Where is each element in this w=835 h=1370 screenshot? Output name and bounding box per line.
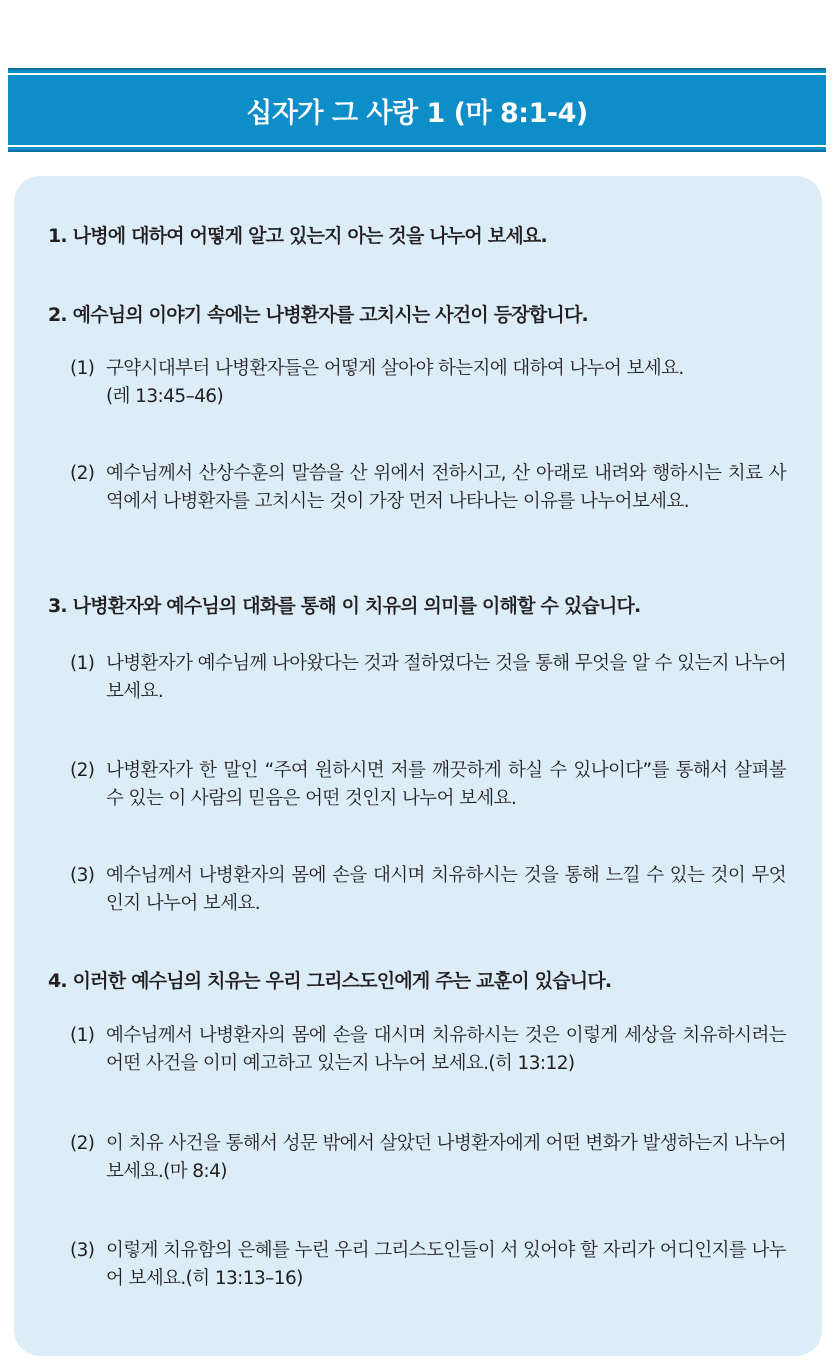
sub-number: (1) [70,653,95,674]
sub-text: 예수님께서 나병환자의 몸에 손을 대시며 치유하시는 것은 이렇게 세상을 치유하시려는 어떤 사건을 이미 예고하고 있는지 나누어 보세요.(히 13:12) [106,1025,786,1074]
sub-number: (3) [70,1240,95,1261]
sub-text: 나병환자가 한 말인 “주여 원하시면 저를 깨끗하게 하실 수 있나이다”를 통해서 살펴볼 수 있는 이 사람의 믿음은 어떤 것인지 나누어 보세요. [106,760,786,809]
sub-number: (2) [70,760,95,781]
sub-number: (3) [70,865,95,886]
question-4-sub-3 [70,1237,786,1293]
sub-number: (1) [70,1025,95,1046]
sub-text: 나병환자가 예수님께 나아왔다는 것과 절하였다는 것을 통해 무엇을 알 수 있는지 나누어 보세요. [106,653,786,702]
question-3: 3. 나병환자와 예수님의 대화를 통해 이 치유의 의미를 이해할 수 있습니다. [48,595,641,617]
sub-text: 구약시대부터 나병환자들은 어떻게 살아야 하는지에 대하여 나누어 보세요. [106,358,684,379]
question-2-sub-1 [70,355,786,411]
question-2-sub-2 [70,460,786,516]
sub-number: (2) [70,1133,95,1154]
question-1: 1. 나병에 대하여 어떻게 알고 있는지 아는 것을 나누어 보세요. [48,225,547,247]
sub-text: 예수님께서 산상수훈의 말씀을 산 위에서 전하시고, 산 아래로 내려와 행하시는 치료 사역에서 나병환자를 고치시는 것이 가장 먼저 나타나는 이유를 나누어보세요. [106,463,786,512]
sub-number: (2) [70,463,95,484]
sub-number: (1) [70,358,95,379]
page-title: 십자가 그 사랑 1 (마 8:1-4) [246,97,588,129]
question-3-sub-2 [70,757,786,813]
sub-text: 이렇게 치유함의 은혜를 누린 우리 그리스도인들이 서 있어야 할 자리가 어디인지를 나누어 보세요.(히 13:13–16) [106,1240,786,1289]
title-banner [8,68,826,152]
sub-text: 이 치유 사건을 통해서 성문 밖에서 살았던 나병환자에게 어떤 변화가 발생하는지 나누어 보세요.(마 8:4) [106,1133,786,1182]
question-3-sub-3 [70,862,786,918]
sub-text: 예수님께서 나병환자의 몸에 손을 대시며 치유하시는 것을 통해 느낄 수 있는 것이 무엇인지 나누어 보세요. [106,865,786,914]
question-4-sub-1 [70,1022,786,1078]
sub-reference: (레 13:45–46) [106,386,224,407]
question-3-sub-1 [70,650,786,706]
question-4-sub-2 [70,1130,786,1186]
question-2: 2. 예수님의 이야기 속에는 나병환자를 고치시는 사건이 등장합니다. [48,304,588,326]
question-4: 4. 이러한 예수님의 치유는 우리 그리스도인에게 주는 교훈이 있습니다. [48,970,612,992]
